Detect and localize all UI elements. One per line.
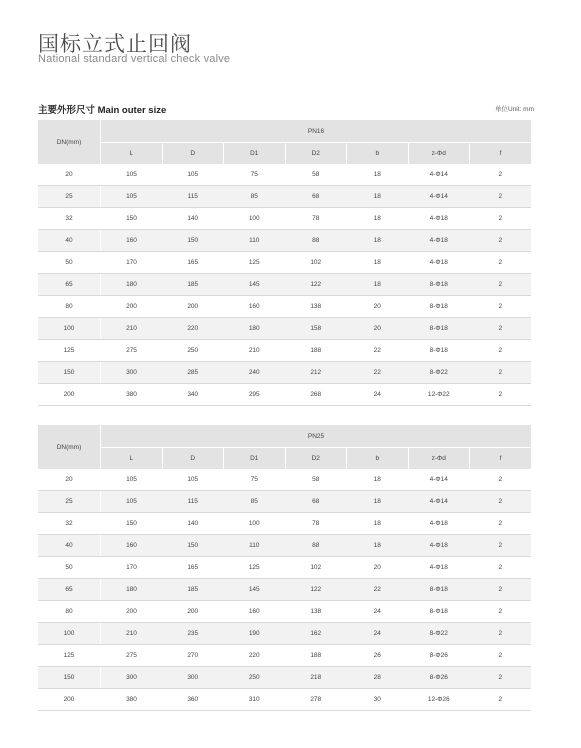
table-cell: 285 <box>162 362 224 384</box>
table-row <box>38 491 531 513</box>
table-cell: 105 <box>162 469 224 491</box>
table-cell: 300 <box>101 362 163 384</box>
table-header <box>38 120 531 164</box>
table-cell: 275 <box>101 645 163 667</box>
table-cell: 138 <box>285 601 347 623</box>
table-body <box>38 164 531 406</box>
pressure-header-row <box>38 120 531 143</box>
table-cell: 18 <box>347 164 409 186</box>
table-cell: 310 <box>224 689 286 711</box>
table-cell: 158 <box>285 318 347 340</box>
column-header-z-phi-d: z-Φd <box>408 143 470 165</box>
table-cell: 102 <box>285 557 347 579</box>
column-header-b: b <box>347 448 409 470</box>
table-cell: 18 <box>347 491 409 513</box>
table-cell: 2 <box>470 164 532 186</box>
table-cell: 20 <box>38 164 101 186</box>
unit-label: 单位Unit: mm <box>495 106 534 113</box>
column-header-l: L <box>101 448 163 470</box>
column-header-l: L <box>101 143 163 165</box>
table-cell: 20 <box>347 557 409 579</box>
table-cell: 150 <box>162 535 224 557</box>
table-cell: 100 <box>38 623 101 645</box>
table-cell: 250 <box>224 667 286 689</box>
column-header-z-phi-d: z-Φd <box>408 448 470 470</box>
table-cell: 150 <box>162 230 224 252</box>
table-cell: 20 <box>347 318 409 340</box>
table-cell: 240 <box>224 362 286 384</box>
table-cell: 100 <box>224 513 286 535</box>
table-cell: 22 <box>347 579 409 601</box>
table-row <box>38 601 531 623</box>
table-cell: 8-Φ26 <box>408 667 470 689</box>
table-cell: 4-Φ14 <box>408 469 470 491</box>
table-cell: 85 <box>224 491 286 513</box>
table-cell: 2 <box>470 513 532 535</box>
table-cell: 235 <box>162 623 224 645</box>
table-cell: 20 <box>347 296 409 318</box>
table-cell: 12-Φ26 <box>408 689 470 711</box>
table-cell: 165 <box>162 252 224 274</box>
table-cell: 180 <box>101 274 163 296</box>
pressure-header-row <box>38 425 531 448</box>
table-cell: 150 <box>101 208 163 230</box>
table-cell: 188 <box>285 645 347 667</box>
table-cell: 4-Φ14 <box>408 186 470 208</box>
table-cell: 102 <box>285 252 347 274</box>
table-cell: 162 <box>285 623 347 645</box>
spec-table-pn25 <box>38 425 531 711</box>
table-cell: 278 <box>285 689 347 711</box>
table-row <box>38 164 531 186</box>
table-cell: 32 <box>38 513 101 535</box>
table-row <box>38 208 531 230</box>
table-cell: 105 <box>101 164 163 186</box>
table-cell: 200 <box>38 689 101 711</box>
table-cell: 78 <box>285 208 347 230</box>
table-cell: 2 <box>470 296 532 318</box>
table-cell: 8-Φ18 <box>408 274 470 296</box>
table-cell: 26 <box>347 645 409 667</box>
table-cell: 122 <box>285 579 347 601</box>
table-cell: 220 <box>162 318 224 340</box>
table-cell: 25 <box>38 491 101 513</box>
table-cell: 2 <box>470 645 532 667</box>
table-cell: 160 <box>101 535 163 557</box>
table-cell: 24 <box>347 384 409 406</box>
table-cell: 8-Φ22 <box>408 623 470 645</box>
table-cell: 2 <box>470 579 532 601</box>
table-cell: 140 <box>162 208 224 230</box>
table-cell: 2 <box>470 601 532 623</box>
table-cell: 105 <box>101 469 163 491</box>
table-cell: 18 <box>347 252 409 274</box>
table-cell: 122 <box>285 274 347 296</box>
table-cell: 75 <box>224 164 286 186</box>
table-cell: 4-Φ18 <box>408 535 470 557</box>
column-header-d: D <box>162 143 224 165</box>
table-row <box>38 340 531 362</box>
page-title: 国标立式止回阀 <box>38 33 192 56</box>
dn-header: DN(mm) <box>38 425 101 469</box>
pressure-header: PN16 <box>101 120 532 143</box>
table-cell: 220 <box>224 645 286 667</box>
table-cell: 145 <box>224 579 286 601</box>
table-cell: 125 <box>38 340 101 362</box>
table-row <box>38 296 531 318</box>
table-cell: 2 <box>470 230 532 252</box>
table-cell: 125 <box>38 645 101 667</box>
table-cell: 125 <box>224 557 286 579</box>
spec-table-pn16 <box>38 120 531 406</box>
table-cell: 65 <box>38 579 101 601</box>
table-cell: 18 <box>347 274 409 296</box>
table-cell: 8-Φ22 <box>408 362 470 384</box>
table-cell: 200 <box>162 296 224 318</box>
table-cell: 2 <box>470 623 532 645</box>
table-cell: 165 <box>162 557 224 579</box>
table-cell: 150 <box>38 667 101 689</box>
column-header-b: b <box>347 143 409 165</box>
table-cell: 188 <box>285 340 347 362</box>
table-cell: 8-Φ18 <box>408 601 470 623</box>
table-cell: 200 <box>38 384 101 406</box>
table-cell: 2 <box>470 384 532 406</box>
table-cell: 25 <box>38 186 101 208</box>
column-header-d2: D2 <box>285 143 347 165</box>
table-cell: 75 <box>224 469 286 491</box>
table-cell: 80 <box>38 296 101 318</box>
table-cell: 18 <box>347 208 409 230</box>
table-cell: 180 <box>224 318 286 340</box>
table-cell: 40 <box>38 230 101 252</box>
table-cell: 170 <box>101 252 163 274</box>
table-cell: 100 <box>38 318 101 340</box>
table-cell: 295 <box>224 384 286 406</box>
page-subtitle: National standard vertical check valve <box>38 53 231 65</box>
column-header-d1: D1 <box>224 143 286 165</box>
table-cell: 4-Φ14 <box>408 164 470 186</box>
table-cell: 24 <box>347 601 409 623</box>
table-cell: 65 <box>38 274 101 296</box>
table-cell: 380 <box>101 384 163 406</box>
table-cell: 88 <box>285 230 347 252</box>
table-cell: 8-Φ18 <box>408 340 470 362</box>
table-cell: 250 <box>162 340 224 362</box>
table-cell: 160 <box>101 230 163 252</box>
table-cell: 58 <box>285 164 347 186</box>
table-row <box>38 645 531 667</box>
table-cell: 210 <box>101 623 163 645</box>
table-cell: 2 <box>470 274 532 296</box>
table-cell: 30 <box>347 689 409 711</box>
table-cell: 115 <box>162 186 224 208</box>
table-row <box>38 274 531 296</box>
table-cell: 185 <box>162 579 224 601</box>
table-cell: 145 <box>224 274 286 296</box>
table-cell: 138 <box>285 296 347 318</box>
table-cell: 340 <box>162 384 224 406</box>
column-header-d: D <box>162 448 224 470</box>
table-cell: 170 <box>101 557 163 579</box>
table-cell: 4-Φ14 <box>408 491 470 513</box>
table-cell: 58 <box>285 469 347 491</box>
table-body <box>38 469 531 711</box>
table-cell: 2 <box>470 362 532 384</box>
pressure-header: PN25 <box>101 425 532 448</box>
table-row <box>38 469 531 491</box>
table-cell: 50 <box>38 557 101 579</box>
table-cell: 4-Φ18 <box>408 557 470 579</box>
table-row <box>38 557 531 579</box>
table-cell: 80 <box>38 601 101 623</box>
table-cell: 2 <box>470 469 532 491</box>
table-row <box>38 384 531 406</box>
table-cell: 68 <box>285 186 347 208</box>
table-cell: 160 <box>224 296 286 318</box>
table-cell: 300 <box>162 667 224 689</box>
section-heading: 主要外形尺寸 Main outer size <box>38 105 167 116</box>
table-cell: 2 <box>470 535 532 557</box>
table-cell: 105 <box>101 491 163 513</box>
table-cell: 200 <box>101 601 163 623</box>
table-cell: 8-Φ18 <box>408 579 470 601</box>
table-cell: 360 <box>162 689 224 711</box>
table-cell: 78 <box>285 513 347 535</box>
table-row <box>38 535 531 557</box>
table-cell: 110 <box>224 535 286 557</box>
table-row <box>38 667 531 689</box>
table-row <box>38 623 531 645</box>
table-cell: 160 <box>224 601 286 623</box>
table-cell: 180 <box>101 579 163 601</box>
table-cell: 85 <box>224 186 286 208</box>
table-cell: 2 <box>470 186 532 208</box>
table-cell: 68 <box>285 491 347 513</box>
table-cell: 18 <box>347 535 409 557</box>
table-cell: 2 <box>470 667 532 689</box>
table-cell: 8-Φ18 <box>408 318 470 340</box>
table-cell: 185 <box>162 274 224 296</box>
table-cell: 2 <box>470 318 532 340</box>
table-row <box>38 252 531 274</box>
table-row <box>38 230 531 252</box>
table-cell: 4-Φ18 <box>408 230 470 252</box>
table-cell: 18 <box>347 513 409 535</box>
table-cell: 2 <box>470 689 532 711</box>
table-cell: 150 <box>101 513 163 535</box>
table-cell: 270 <box>162 645 224 667</box>
table-cell: 4-Φ18 <box>408 252 470 274</box>
column-header-d1: D1 <box>224 448 286 470</box>
table-cell: 8-Φ26 <box>408 645 470 667</box>
column-header-f: f <box>470 143 532 165</box>
table-cell: 105 <box>162 164 224 186</box>
table-cell: 24 <box>347 623 409 645</box>
table-cell: 2 <box>470 557 532 579</box>
column-header-row <box>38 143 531 165</box>
table-row <box>38 513 531 535</box>
table-cell: 28 <box>347 667 409 689</box>
column-header-f: f <box>470 448 532 470</box>
table-row <box>38 186 531 208</box>
column-header-row <box>38 448 531 470</box>
table-row <box>38 362 531 384</box>
column-header-d2: D2 <box>285 448 347 470</box>
table-cell: 275 <box>101 340 163 362</box>
table-cell: 4-Φ18 <box>408 513 470 535</box>
table-row <box>38 318 531 340</box>
table-cell: 190 <box>224 623 286 645</box>
table-cell: 125 <box>224 252 286 274</box>
table-cell: 18 <box>347 186 409 208</box>
table-cell: 212 <box>285 362 347 384</box>
table-cell: 8-Φ18 <box>408 296 470 318</box>
table-cell: 18 <box>347 469 409 491</box>
table-cell: 22 <box>347 362 409 384</box>
table-cell: 140 <box>162 513 224 535</box>
table-cell: 105 <box>101 186 163 208</box>
table-cell: 50 <box>38 252 101 274</box>
table-cell: 110 <box>224 230 286 252</box>
table-cell: 300 <box>101 667 163 689</box>
table-cell: 210 <box>224 340 286 362</box>
table-cell: 4-Φ18 <box>408 208 470 230</box>
table-cell: 2 <box>470 208 532 230</box>
table-cell: 2 <box>470 340 532 362</box>
table-cell: 218 <box>285 667 347 689</box>
table-cell: 20 <box>38 469 101 491</box>
table-row <box>38 689 531 711</box>
table-cell: 150 <box>38 362 101 384</box>
dn-header: DN(mm) <box>38 120 101 164</box>
table-row <box>38 579 531 601</box>
table-cell: 32 <box>38 208 101 230</box>
table-cell: 115 <box>162 491 224 513</box>
table-cell: 2 <box>470 252 532 274</box>
table-cell: 200 <box>162 601 224 623</box>
table-cell: 200 <box>101 296 163 318</box>
table-cell: 100 <box>224 208 286 230</box>
table-cell: 2 <box>470 491 532 513</box>
table-cell: 18 <box>347 230 409 252</box>
table-cell: 40 <box>38 535 101 557</box>
table-header <box>38 425 531 469</box>
table-cell: 380 <box>101 689 163 711</box>
table-cell: 12-Φ22 <box>408 384 470 406</box>
table-cell: 268 <box>285 384 347 406</box>
table-cell: 88 <box>285 535 347 557</box>
table-cell: 22 <box>347 340 409 362</box>
table-cell: 210 <box>101 318 163 340</box>
